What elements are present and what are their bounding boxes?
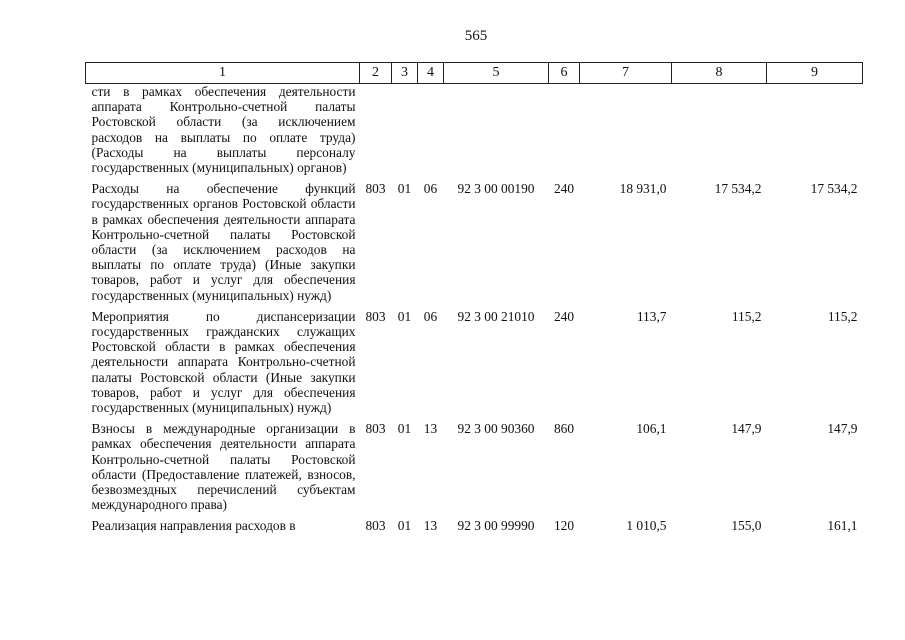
cell-amount-col7 (580, 84, 672, 182)
cell-target-article: 92 3 00 21010 (457, 308, 535, 324)
cell-subsection: 06 (423, 181, 438, 197)
col-header-5: 5 (444, 63, 549, 84)
row-description: сти в рамках обеспечения деятельности аппарата Контрольно-счетной палаты Ростовской области (за исключением расходов на выплаты по оплате труда) (Расходы на выплаты персоналу государственных (муниципальных) органов) (91, 84, 356, 176)
cell-amount-col9 (767, 84, 863, 182)
cell-ministry: 803 (365, 308, 386, 324)
col-header-4: 4 (418, 63, 444, 84)
cell-amount-col8 (672, 84, 767, 182)
cell-subsection: 06 (423, 308, 438, 324)
cell-amount-col8: 115,2 (731, 308, 762, 324)
cell-target-article (444, 84, 549, 182)
cell-subsection: 13 (423, 518, 438, 534)
cell-ministry (360, 84, 392, 182)
col-header-9: 9 (767, 63, 863, 84)
table-row (86, 421, 863, 518)
cell-subsection (418, 84, 444, 182)
row-description: Взносы в международные организации в рамках обеспечения деятельности аппарата Контрольно-счетной палаты Ростовской области (Предоставление платежей, взносов, безвозмездных перечислений субъектам международного права) (91, 421, 356, 513)
col-header-1: 1 (86, 63, 360, 84)
cell-section: 01 (397, 181, 412, 197)
col-header-3: 3 (392, 63, 418, 84)
cell-expense-type: 240 (553, 181, 575, 197)
cell-target-article: 92 3 00 90360 (457, 421, 535, 437)
col-header-2: 2 (360, 63, 392, 84)
cell-expense-type (549, 84, 580, 182)
col-header-6: 6 (549, 63, 580, 84)
table-row (86, 181, 863, 309)
cell-amount-col7: 1 010,5 (626, 518, 667, 534)
cell-expense-type: 120 (553, 518, 575, 534)
row-description: Расходы на обеспечение функций государственных органов Ростовской области в рамках обеспечения деятельности аппарата Контрольно-счетной палаты Ростовской области (за исключением расходов на выплаты по оплате труда) (Иные закупки товаров, работ и услуг для обеспечения государственных (муниципальных) нужд) (91, 181, 356, 303)
cell-amount-col7: 18 931,0 (619, 181, 667, 197)
header-row (86, 63, 863, 84)
cell-amount-col9: 17 534,2 (810, 181, 858, 197)
cell-ministry: 803 (365, 421, 386, 437)
row-description: Реализация направления расходов в (91, 518, 296, 534)
cell-amount-col8: 155,0 (731, 518, 762, 534)
table-row (86, 518, 863, 539)
cell-ministry: 803 (365, 518, 386, 534)
table-row (86, 84, 863, 182)
cell-amount-col7: 113,7 (636, 308, 667, 324)
row-description: Мероприятия по диспансеризации государственных гражданских служащих Ростовской области в рамках обеспечения деятельности аппарата Контрольно-счетной палаты Ростовской области (Иные закупки товаров, работ и услуг для обеспечения государственных (муниципальных) нужд) (91, 308, 356, 416)
cell-amount-col8: 147,9 (731, 421, 762, 437)
page-number: 565 (464, 28, 488, 44)
col-header-8: 8 (672, 63, 767, 84)
cell-expense-type: 240 (553, 308, 575, 324)
cell-amount-col7: 106,1 (636, 421, 667, 437)
cell-section: 01 (397, 421, 412, 437)
cell-subsection: 13 (423, 421, 438, 437)
cell-expense-type: 860 (553, 421, 575, 437)
cell-amount-col8: 17 534,2 (714, 181, 762, 197)
cell-target-article: 92 3 00 00190 (457, 181, 535, 197)
cell-ministry: 803 (365, 181, 386, 197)
cell-amount-col9: 161,1 (827, 518, 858, 534)
table-row (86, 309, 863, 421)
col-header-7: 7 (580, 63, 672, 84)
cell-section: 01 (397, 308, 412, 324)
cell-section (392, 84, 418, 182)
budget-table (85, 62, 863, 540)
cell-section: 01 (397, 518, 412, 534)
cell-amount-col9: 147,9 (827, 421, 858, 437)
cell-amount-col9: 115,2 (827, 308, 858, 324)
cell-target-article: 92 3 00 99990 (457, 518, 535, 534)
